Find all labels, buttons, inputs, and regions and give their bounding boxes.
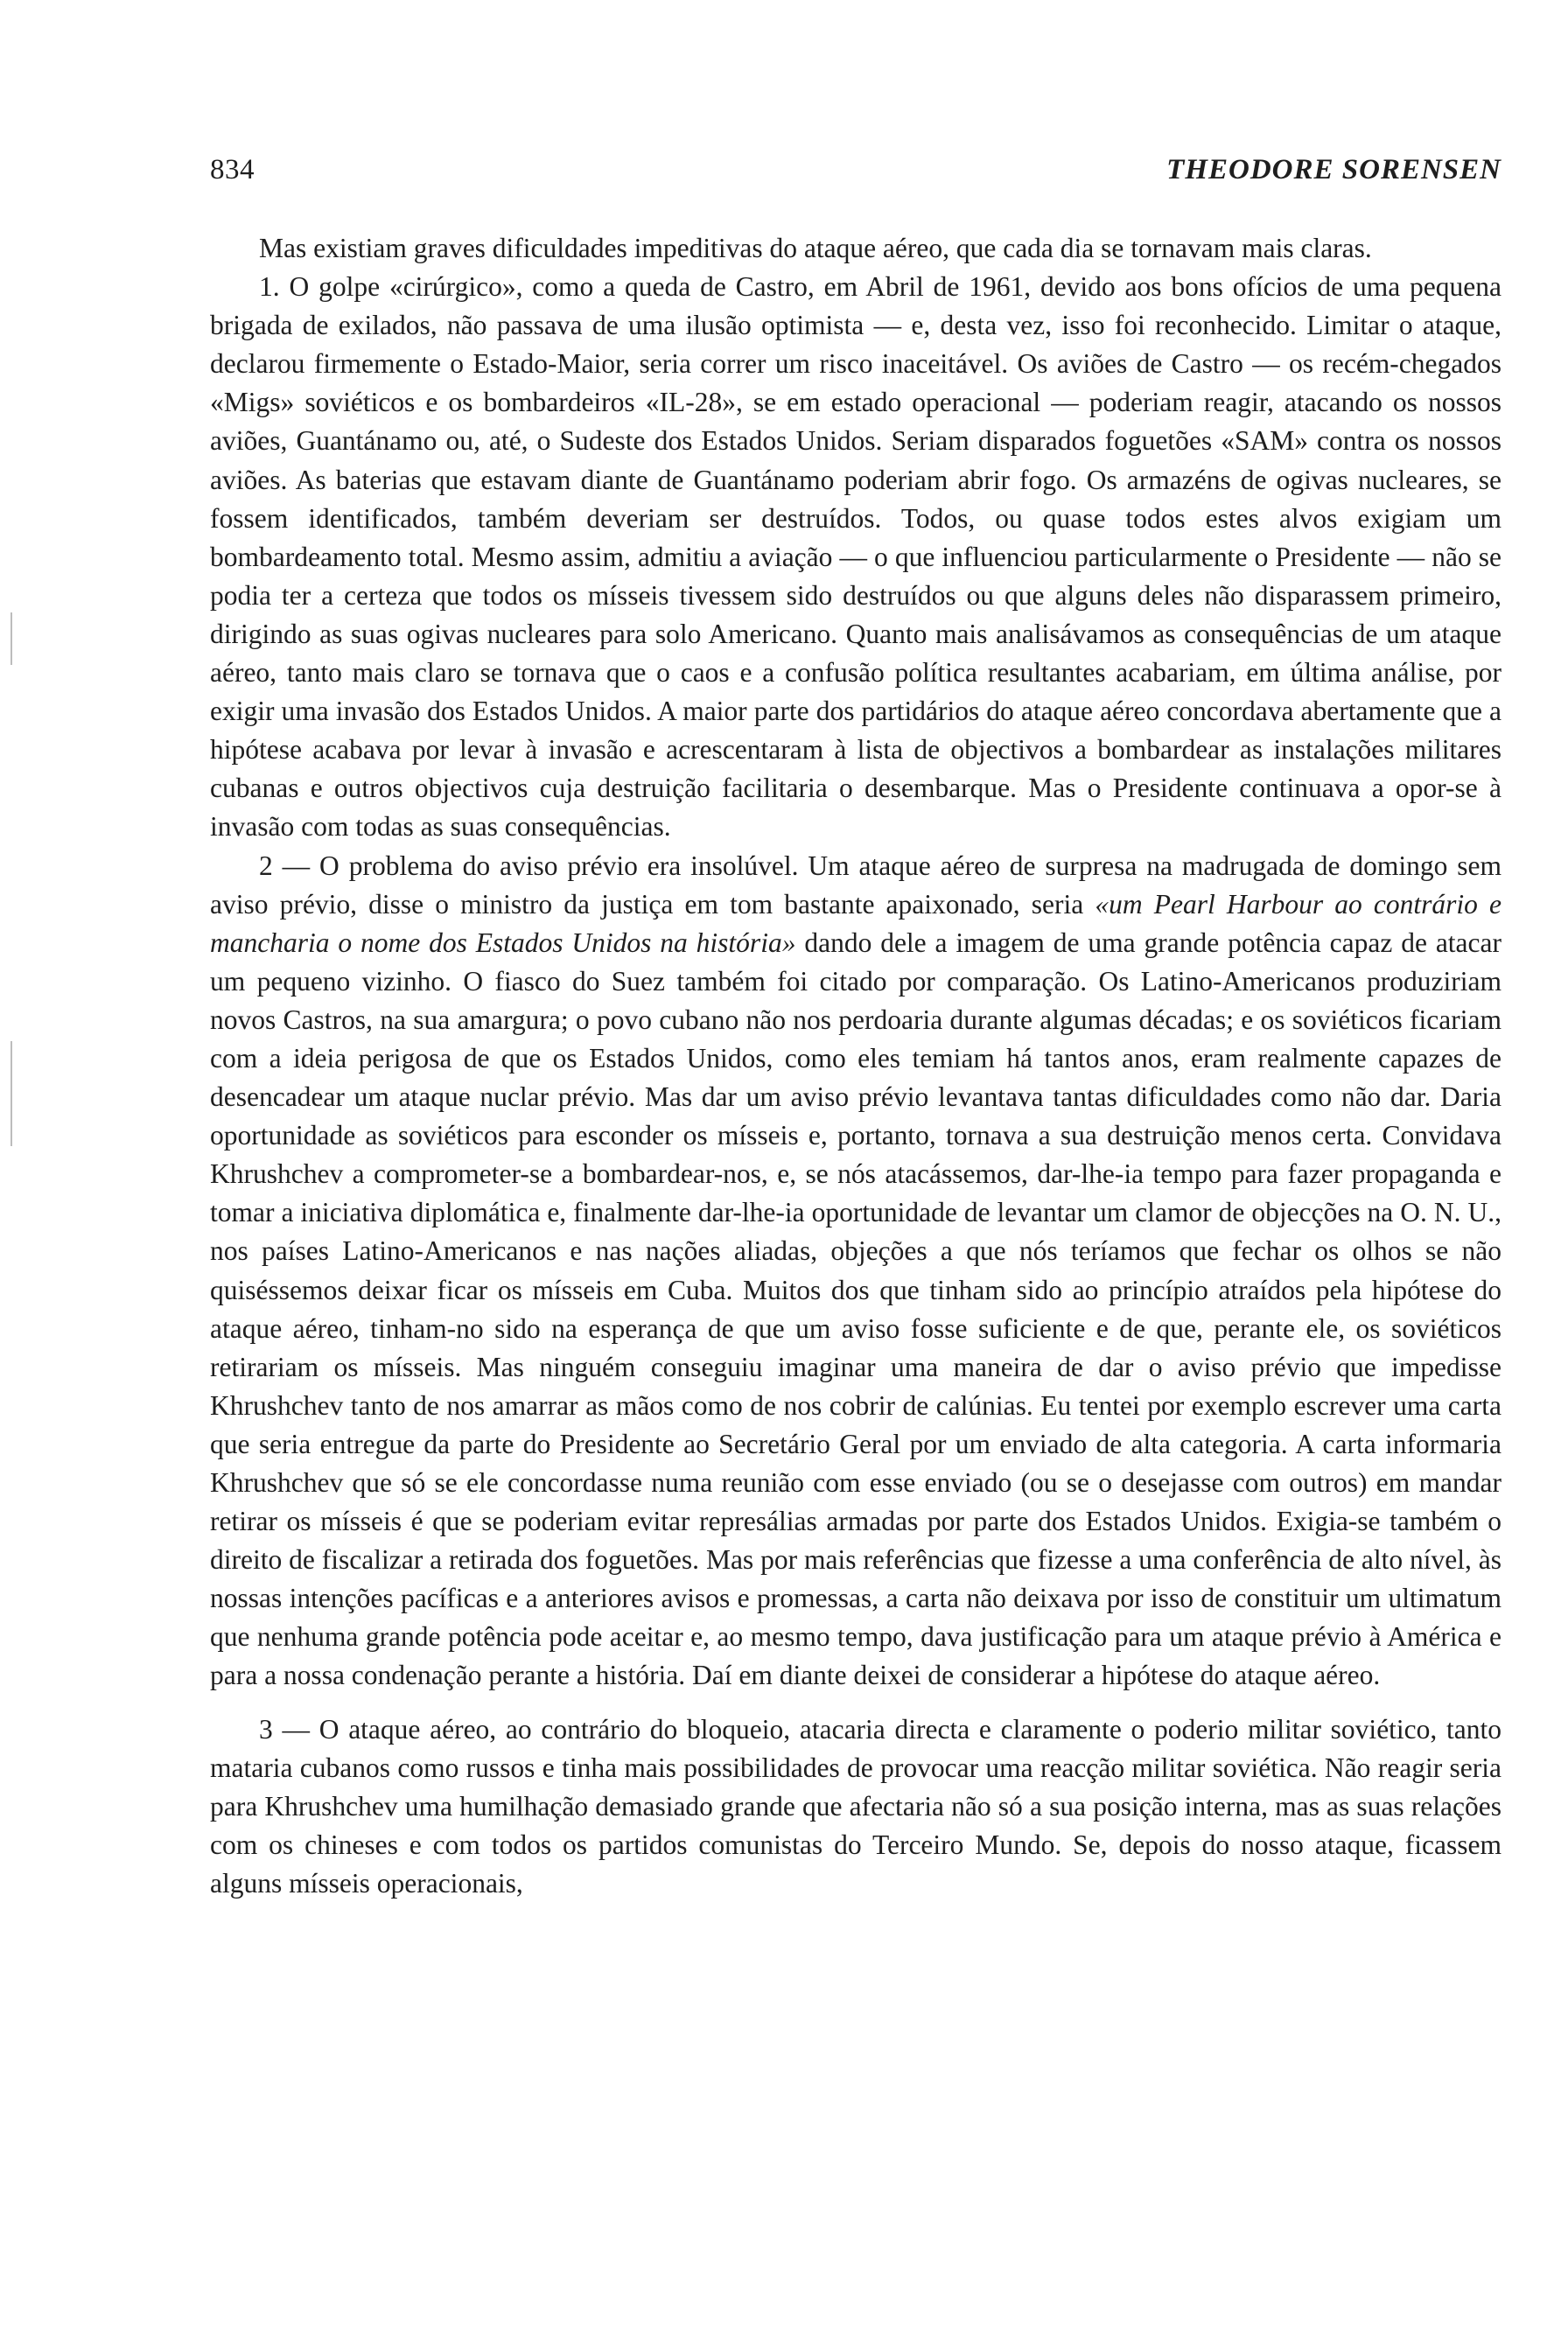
- body-text: [210, 229, 1502, 1903]
- paragraph-point-2-quote: «um Pearl Harbour ao contrário e mancharia o nome dos Estados Unidos na história»: [210, 888, 1502, 958]
- paragraph-point-2-rest: dando dele a imagem de uma grande potência capaz de atacar um pequeno vizinho. O fiasco do Suez também foi citado por comparação. Os Latino-Americanos produziriam novos Castros, na sua amargura; o povo cubano não nos perdoaria durante algumas décadas; e os soviéticos ficariam com a ideia perigosa de que os Estados Unidos, como eles temiam há tantos anos, eram realmente capazes de desencadear um ataque nuclar prévio. Mas dar um aviso prévio levantava tantas dificuldades como não dar. Daria oportunidade as soviéticos para esconder os mísseis e, portanto, tornava a sua destruição menos certa. Convidava Khrushchev a comprometer-se a bombardear-nos, e, se nós atacássemos, dar-lhe-ia tempo para fazer propaganda e tomar a iniciativa diplomática e, finalmente dar-lhe-ia oportunidade de levantar um clamor de objecções na O. N. U., nos países Latino-Americanos e nas nações aliadas, objeções a que nós teríamos que fechar os olhos se não quiséssemos deixar ficar os mísseis em Cuba. Muitos dos que tinham sido ao princípio atraídos pela hipótese do ataque aéreo, tinham-no sido na esperança de que um aviso fosse suficiente e de que, perante ele, os soviéticos retirariam os mísseis. Mas ninguém conseguiu imaginar uma maneira de dar o aviso prévio que impedisse Khrushchev tanto de nos amarrar as mãos como de nos cobrir de calúnias. Eu tentei por exemplo escrever uma carta que seria entregue da parte do Presidente ao Secretário Geral por um enviado de alta categoria. A carta informaria Khrushchev que só se ele concordasse numa reunião com esse enviado (ou se o desejasse com outros) em mandar retirar os mísseis é que se poderiam evitar represálias armadas por parte dos Estados Unidos. Exigia-se também o direito de fiscalizar a retirada dos foguetões. Mas por mais referências que fizesse a uma conferência de alto nível, às nossas intenções pacíficas e a anteriores avisos e promessas, a carta não deixava por isso de constituir um ultimatum que nenhuma grande potência pode aceitar e, ao mesmo tempo, dava justificação para um ataque prévio à América e para a nossa condenação perante a história. Daí em diante deixei de considerar a hipótese do ataque aéreo.: [210, 927, 1502, 1691]
- paragraph-point-1: 1. O golpe «cirúrgico», como a queda de Castro, em Abril de 1961, devido aos bons ofícios de uma pequena brigada de exilados, não passava de uma ilusão optimista — e, desta vez, isso foi reconhecido. Limitar o ataque, declarou firmemente o Estado-Maior, seria correr um risco inaceitável. Os aviões de Castro — os recém-chegados «Migs» soviéticos e os bombardeiros «IL-28», se em estado operacional — poderiam reagir, atacando os nossos aviões, Guantánamo ou, até, o Sudeste dos Estados Unidos. Seriam disparados foguetões «SAM» contra os nossos aviões. As baterias que estavam diante de Guantánamo poderiam abrir fogo. Os armazéns de ogivas nucleares, se fossem identificados, também deveriam ser destruídos. Todos, ou quase todos estes alvos exigiam um bombardeamento total. Mesmo assim, admitiu a aviação — o que influenciou particularmente o Presidente — não se podia ter a certeza que todos os mísseis tivessem sido destruídos ou que alguns deles não disparassem primeiro, dirigindo as suas ogivas nucleares para solo Americano. Quanto mais analisávamos as consequências de um ataque aéreo, tanto mais claro se tornava que o caos e a confusão política resultantes acabariam, em última análise, por exigir uma invasão dos Estados Unidos. A maior parte dos partidários do ataque aéreo concordava abertamente que a hipótese acabava por levar à invasão e acrescentaram à lista de objectivos a bombardear as instalações militares cubanas e outros objectivos cuja destruição facilitaria o desembarque. Mas o Presidente continuava a opor-se à invasão com todas as suas consequências.: [210, 271, 1502, 843]
- running-head: THEODORE SORENSEN: [1166, 154, 1502, 185]
- paragraph-intro: Mas existiam graves dificuldades impeditivas do ataque aéreo, que cada dia se tornavam mais claras.: [259, 233, 1372, 263]
- scan-margin-mark: [10, 1041, 12, 1146]
- page-number: 834: [210, 154, 255, 185]
- paragraph-point-2: [210, 847, 1502, 1696]
- page-header: [210, 154, 1502, 198]
- scan-margin-mark: [10, 612, 12, 665]
- paragraph-point-3: 3 — O ataque aéreo, ao contrário do bloqueio, atacaria directa e claramente o poderio militar soviético, tanto mataria cubanos como russos e tinha mais possibilidades de provocar uma reacção militar soviética. Não reagir seria para Khrushchev uma humilhação demasiado grande que afectaria não só a sua posição interna, mas as suas relações com os chineses e com todos os partidos comunistas do Terceiro Mundo. Se, depois do nosso ataque, ficassem alguns mísseis operacionais,: [210, 1713, 1502, 1899]
- paragraph-point-2-opening: 2 — O problema do aviso prévio era insolúvel. Um ataque aéreo de surpresa na madrugada de domingo sem aviso prévio, disse o ministro da justiça em tom bastante apaixonado, seria: [210, 850, 1502, 920]
